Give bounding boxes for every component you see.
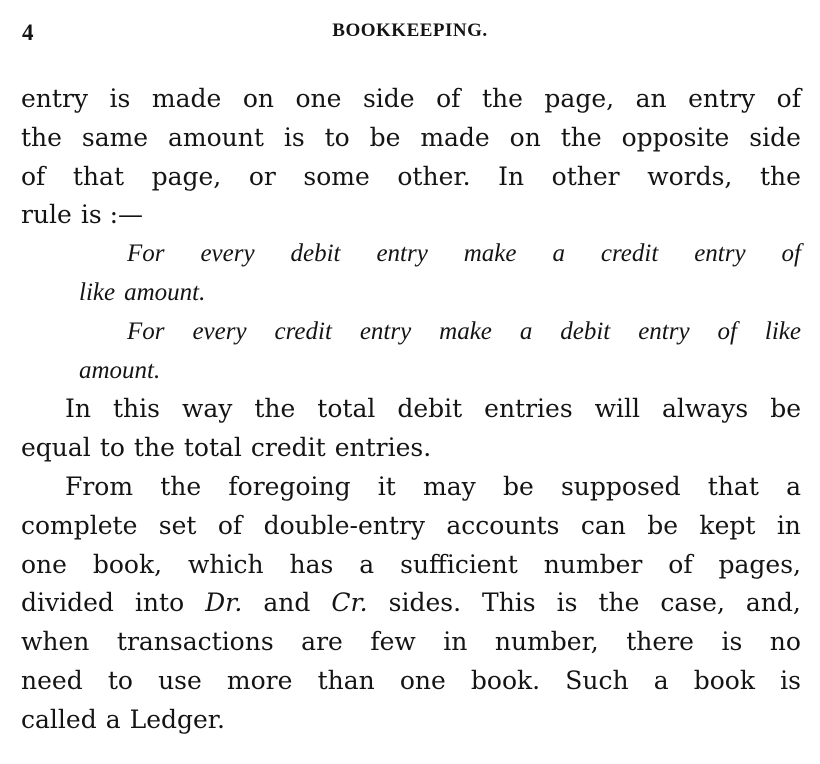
- word: made: [151, 84, 222, 113]
- word: that: [707, 471, 759, 501]
- word: will: [594, 394, 641, 424]
- word: words,: [647, 161, 733, 191]
- word: make: [463, 240, 517, 268]
- word: other: [551, 161, 620, 191]
- word: into: [134, 588, 185, 618]
- word: In: [498, 161, 525, 191]
- word: entry: [359, 317, 412, 345]
- word: made: [420, 122, 490, 152]
- word: the: [133, 433, 175, 463]
- word: a: [552, 240, 565, 268]
- text-line: [21, 623, 801, 662]
- word: be: [369, 122, 401, 152]
- text-line: [21, 313, 801, 352]
- word: accounts: [446, 510, 560, 540]
- word: use: [158, 665, 202, 695]
- word: sufficient: [400, 549, 518, 579]
- word: set: [158, 510, 197, 540]
- text-line: [21, 352, 801, 391]
- word: is: [109, 84, 131, 113]
- word: is: [780, 665, 801, 695]
- word: in: [443, 627, 468, 657]
- paragraph-1: [21, 80, 801, 235]
- word: amount: [168, 122, 264, 152]
- word: Ledger.: [129, 704, 225, 734]
- word: way: [181, 394, 233, 424]
- paragraph-2: [21, 390, 801, 468]
- word: other.: [397, 161, 471, 191]
- word: called: [21, 704, 97, 734]
- word: one: [295, 84, 342, 113]
- text-line: [21, 662, 801, 701]
- word: is: [283, 122, 305, 152]
- word: side: [749, 122, 801, 152]
- word: like: [79, 278, 116, 306]
- word: entry: [376, 240, 428, 268]
- word: it: [377, 471, 396, 501]
- word: need: [21, 665, 83, 695]
- word: number: [543, 549, 643, 579]
- text-line: [21, 546, 801, 585]
- word: to: [324, 122, 350, 152]
- text-line: [21, 274, 801, 313]
- word: the: [481, 84, 523, 113]
- word: equal: [21, 433, 91, 463]
- word: the: [560, 122, 602, 152]
- word: is :—: [80, 200, 144, 230]
- word: debit: [560, 317, 611, 345]
- word: a: [786, 471, 801, 501]
- word: of: [776, 84, 801, 113]
- word: every: [192, 317, 247, 345]
- text-line: [21, 80, 801, 119]
- word: is: [721, 627, 743, 657]
- word: page,: [151, 161, 222, 191]
- word: amount.: [124, 278, 206, 306]
- rule-credit: [21, 313, 801, 391]
- text-line: [21, 196, 801, 235]
- word: a: [105, 704, 121, 734]
- word: double-entry: [263, 510, 425, 540]
- word: page,: [544, 84, 615, 113]
- word: the: [21, 122, 62, 152]
- word: of: [717, 317, 737, 345]
- word: entries.: [334, 433, 432, 463]
- word: to: [99, 433, 125, 463]
- word: entries: [484, 394, 573, 424]
- page-header: [0, 20, 820, 46]
- word: book: [693, 665, 756, 695]
- word: on: [242, 84, 274, 113]
- word: few: [370, 627, 416, 657]
- word: sides.: [388, 588, 462, 618]
- text-line: [21, 158, 801, 197]
- word: entry: [638, 317, 690, 345]
- word: opposite: [621, 122, 730, 152]
- word: In: [65, 394, 91, 424]
- word: kept: [699, 510, 756, 540]
- word: same: [81, 122, 149, 152]
- word: more: [226, 665, 293, 695]
- word: case,: [660, 588, 725, 618]
- word: number,: [494, 627, 599, 657]
- word: entry: [688, 84, 756, 113]
- word: the: [598, 588, 640, 618]
- word: of: [436, 84, 461, 113]
- text-line: [21, 507, 801, 546]
- word: and,: [745, 588, 801, 618]
- text-line: [21, 701, 801, 740]
- word: be: [770, 394, 801, 424]
- word: transactions: [116, 627, 274, 657]
- word: there: [626, 627, 694, 657]
- word: entry: [694, 240, 746, 268]
- word: pages,: [718, 549, 801, 579]
- body-text: [21, 80, 801, 740]
- word: debit: [397, 394, 463, 424]
- word: some: [303, 161, 370, 191]
- text-line: [21, 119, 801, 158]
- word: is: [556, 588, 578, 618]
- word: divided: [21, 588, 114, 618]
- word: the: [759, 161, 801, 191]
- rule-debit: [21, 235, 801, 313]
- word: book,: [92, 549, 163, 579]
- word: a: [653, 665, 669, 695]
- word: credit: [600, 240, 659, 268]
- word: an: [635, 84, 667, 113]
- word: the: [254, 394, 296, 424]
- word: a: [519, 317, 533, 345]
- word: For: [127, 240, 165, 268]
- running-head: BOOKKEEPING.: [332, 20, 488, 41]
- word: of: [217, 510, 243, 540]
- word: no: [769, 627, 801, 657]
- word: amount.: [79, 356, 161, 384]
- word: to: [107, 665, 133, 695]
- word: on: [509, 122, 541, 152]
- word: or: [248, 161, 276, 191]
- word: For: [127, 317, 165, 345]
- word: total: [183, 433, 242, 463]
- word: than: [317, 665, 375, 695]
- word: and: [263, 588, 311, 618]
- word: be: [647, 510, 679, 540]
- word: of: [781, 240, 801, 268]
- word: one: [21, 549, 67, 579]
- word: may: [423, 471, 476, 501]
- word: a: [359, 549, 375, 579]
- word: total: [317, 394, 376, 424]
- word: From: [65, 471, 134, 501]
- word: that: [72, 161, 124, 191]
- word: in: [776, 510, 801, 540]
- text-line: [21, 584, 801, 623]
- paragraph-3: [21, 468, 801, 740]
- word: entry: [21, 84, 89, 113]
- word: This: [482, 588, 536, 618]
- word: Such: [565, 665, 629, 695]
- word: has: [289, 549, 334, 579]
- word: make: [439, 317, 492, 345]
- word: this: [112, 394, 160, 424]
- word: the: [160, 471, 202, 501]
- page-number: 4: [22, 20, 34, 45]
- word: always: [662, 394, 749, 424]
- word: every: [200, 240, 255, 268]
- word: side: [362, 84, 415, 113]
- word: debit: [290, 240, 341, 268]
- word: are: [301, 627, 343, 657]
- word: complete: [21, 510, 138, 540]
- word: Cr.: [331, 588, 368, 618]
- word: one: [399, 665, 446, 695]
- word: when: [21, 627, 90, 657]
- text-line: [21, 468, 801, 507]
- word: can: [580, 510, 626, 540]
- word: like: [764, 317, 801, 345]
- text-line: [21, 235, 801, 274]
- word: book.: [470, 665, 541, 695]
- word: supposed: [560, 471, 681, 501]
- word: credit: [250, 433, 326, 463]
- text-line: [21, 390, 801, 429]
- word: Dr.: [205, 588, 243, 618]
- text-line: [21, 429, 801, 468]
- word: rule: [21, 200, 72, 230]
- word: foregoing: [228, 471, 351, 501]
- word: be: [502, 471, 534, 501]
- word: of: [21, 161, 46, 191]
- word: credit: [274, 317, 332, 345]
- word: which: [188, 549, 264, 579]
- word: of: [668, 549, 693, 579]
